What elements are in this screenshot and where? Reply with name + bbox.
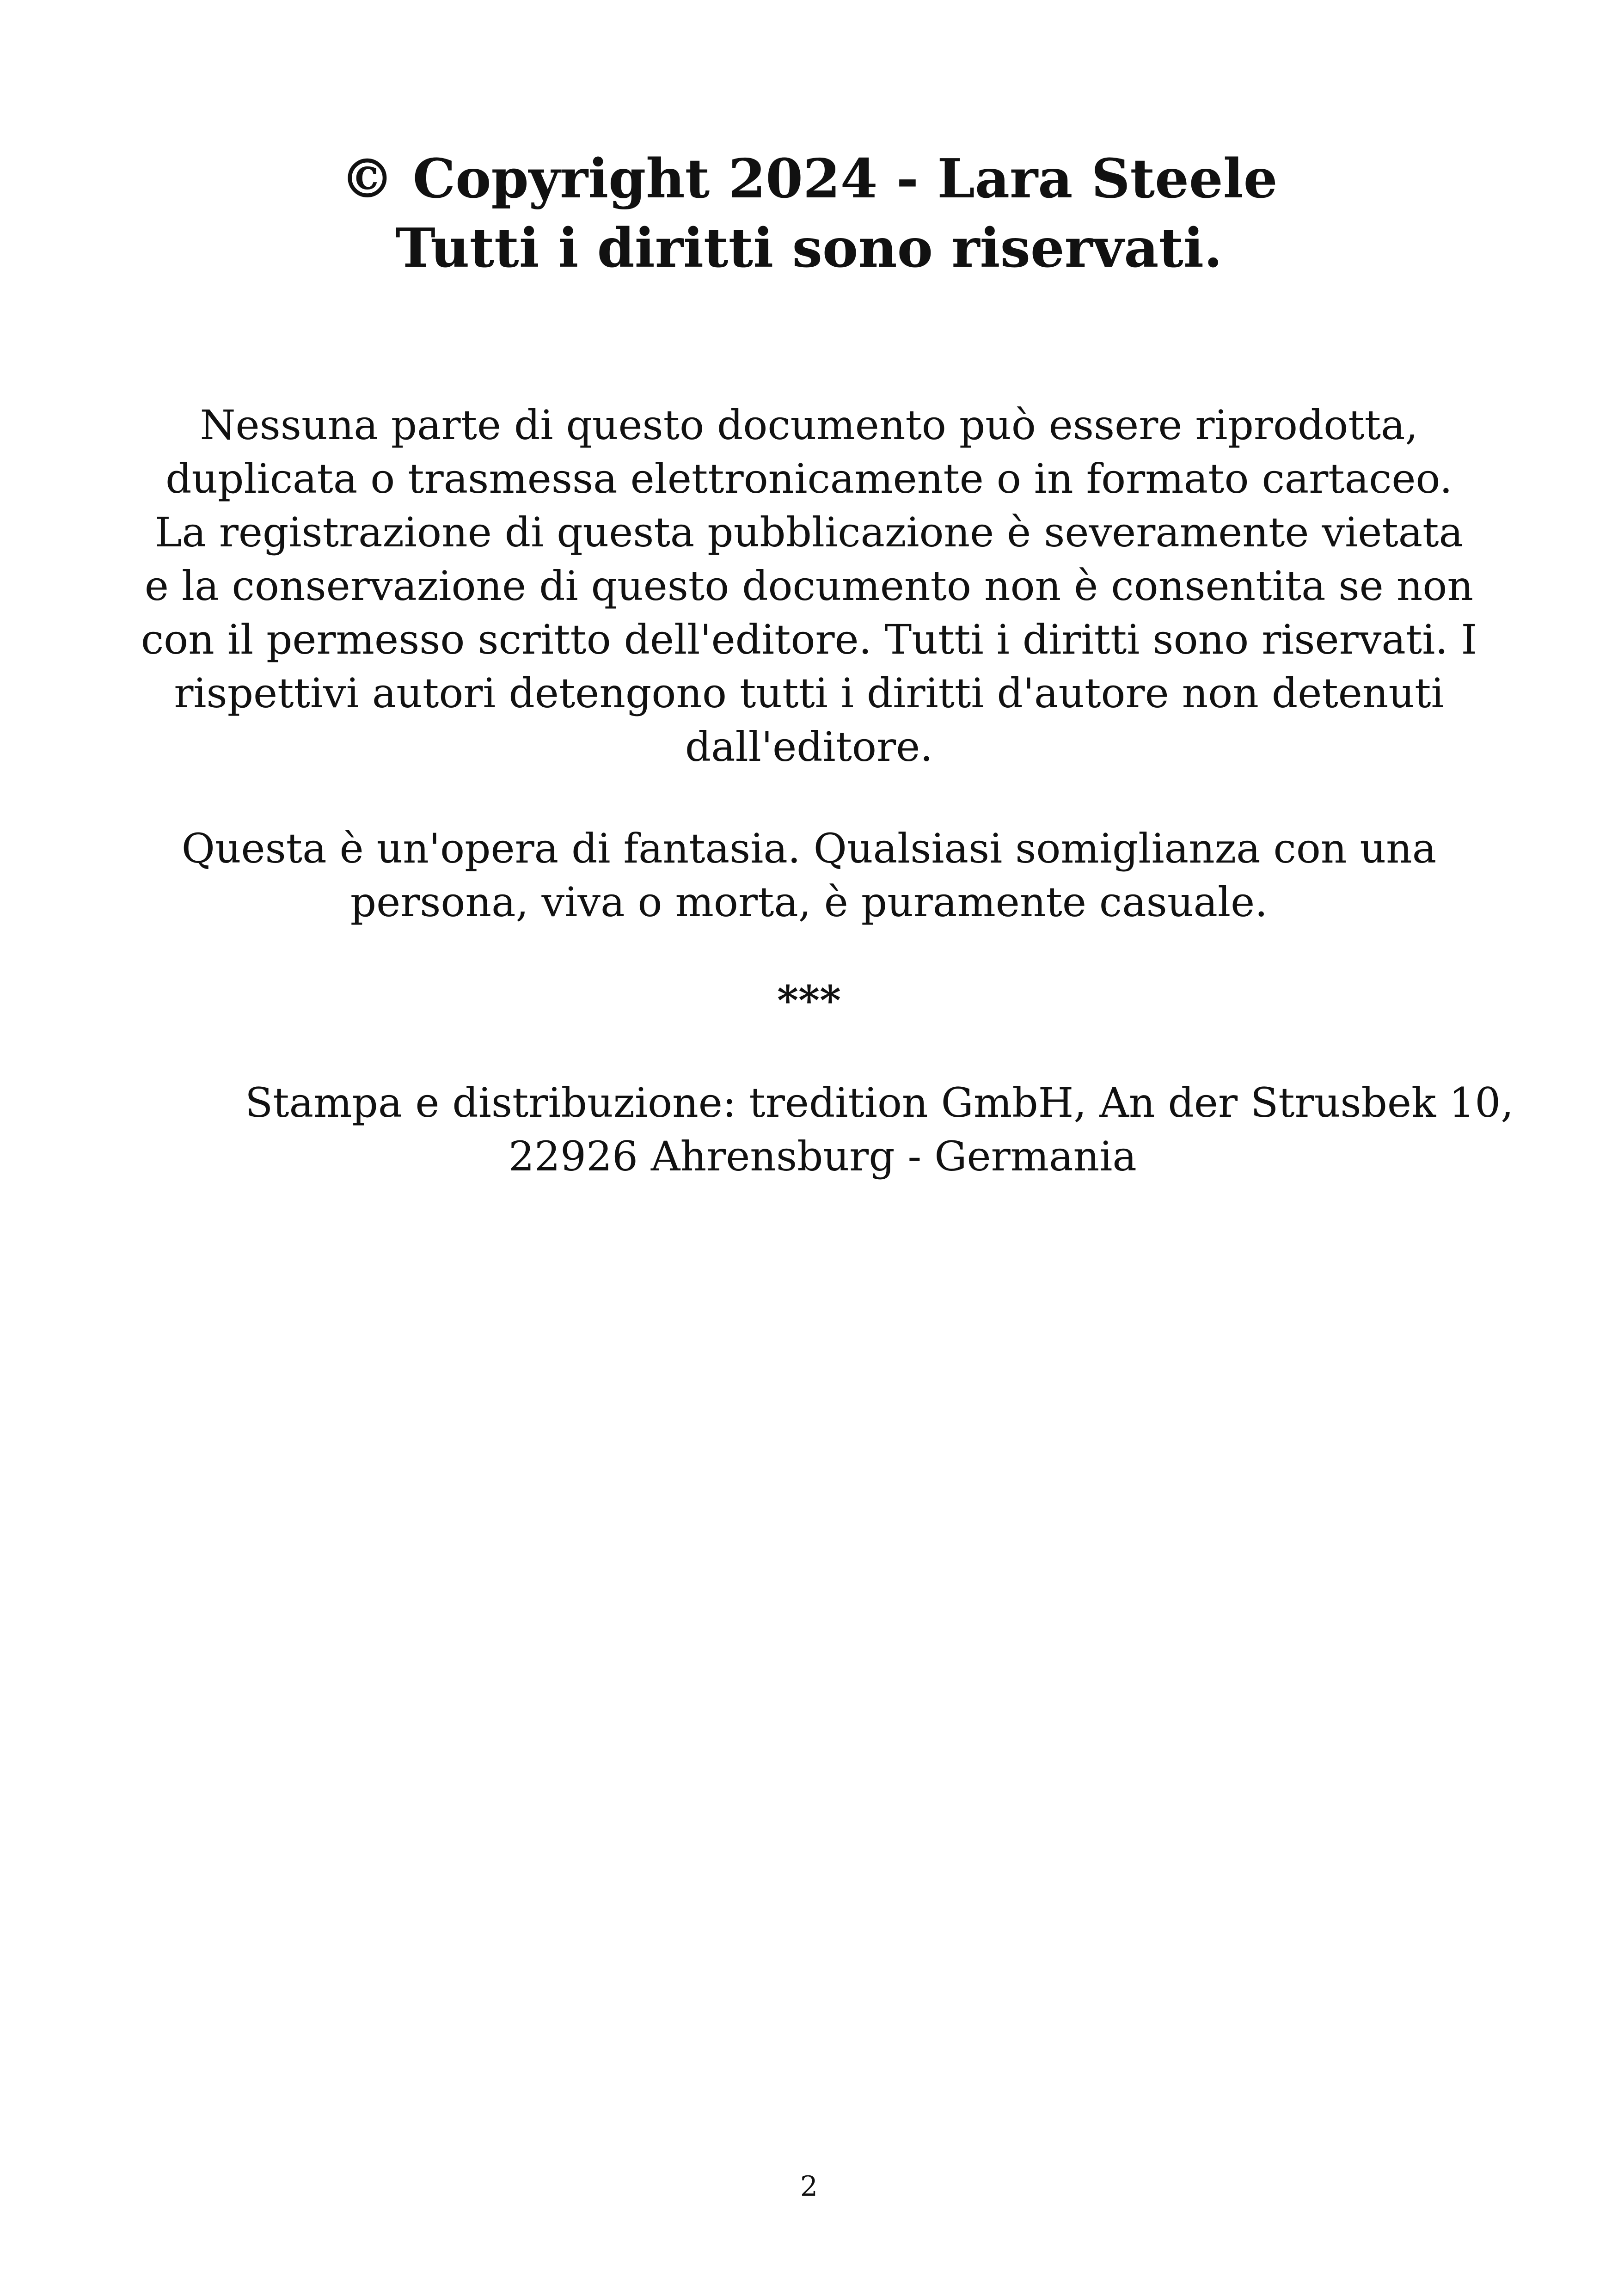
copyright-title: © Copyright 2024 - Lara Steele <box>340 147 1278 210</box>
imprint-line-2: 22926 Ahrensburg - Germania <box>509 1133 1137 1180</box>
copyright-notice-paragraph: Nessuna parte di questo documento può essere riprodotta, duplicata o trasmessa elettronicamente o in formato cartaceo. La registrazione di questa pubblicazione è severamente vietata e la conservazione di questo documento non è consentita se non con il permesso scritto dell'editore. Tutti i diritti sono riservati. I rispettivi autori detengono tutti i diritti d'autore non detenuti dall'editore. <box>141 401 1477 771</box>
rights-reserved-title: Tutti i diritti sono riservati. <box>395 217 1223 280</box>
page-number: 2 <box>800 2170 818 2203</box>
section-separator: *** <box>777 976 841 1024</box>
fiction-disclaimer-paragraph: Questa è un'opera di fantasia. Qualsiasi somiglianza con una persona, viva o morta, è puramente casuale. <box>181 825 1437 926</box>
imprint-line-1: Stampa e distribuzione: tredition GmbH, An der Strusbek 10, <box>245 1079 1514 1127</box>
